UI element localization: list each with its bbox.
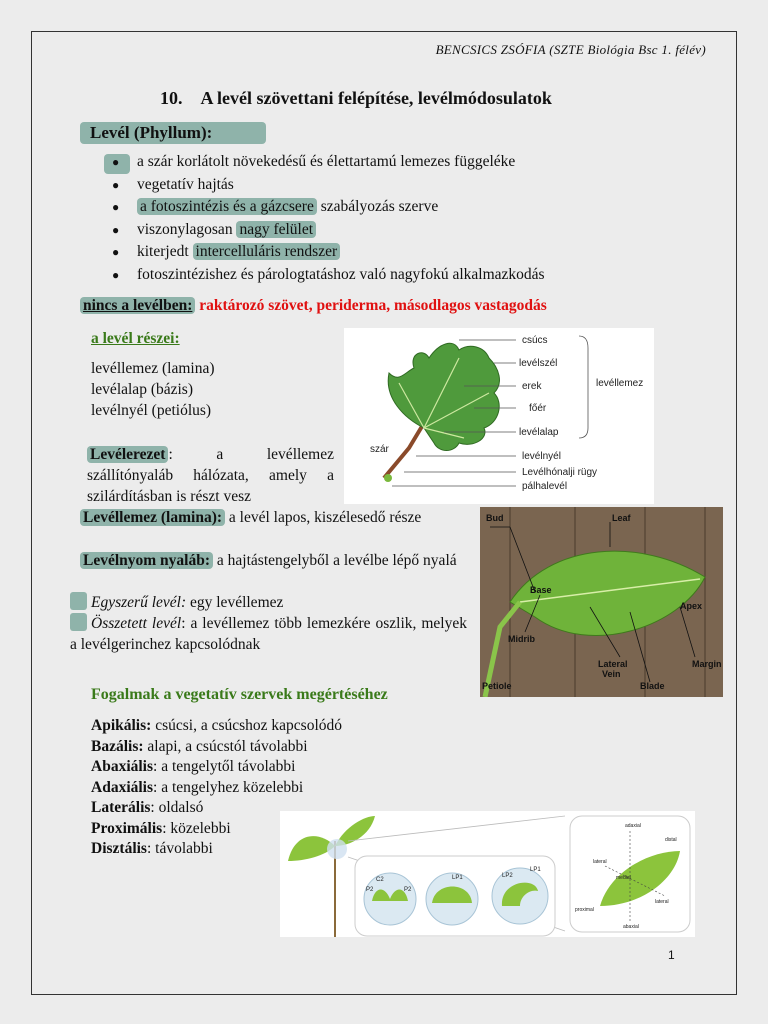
lamina-paragraph: Levéllemez (lamina): a levél lapos, kiszélesedő része [80,507,467,528]
leaf-photo-figure [480,507,723,697]
svg-text:abaxial: abaxial [623,924,639,930]
list-item: levéllemez (lamina) [91,360,215,377]
label-blade: Blade [640,681,665,691]
label-petiole: Petiole [482,681,512,691]
label-levelalap: levélalap [519,427,559,438]
svg-text:lateral: lateral [655,899,669,905]
property-list [110,151,545,287]
label-levellemez: levéllemez [596,378,644,389]
label-leaf: Leaf [612,513,631,523]
page-header [436,42,706,58]
label-levelnyel: levélnyél [522,451,561,462]
highlight-marker [70,592,87,610]
svg-text:LP1: LP1 [452,875,463,881]
leaf-parts-figure [344,328,654,504]
concepts-heading: Fogalmak a vegetatív szervek megértéséhez [91,686,388,703]
leaf-development-figure [280,811,695,937]
label-midrib: Midrib [508,634,535,644]
svg-text:lateral: lateral [593,859,607,865]
list-item: levélalap (bázis) [91,381,193,398]
absent-text: raktározó szövet, periderma, másodlagos vastagodás [195,297,547,314]
svg-text:adaxial: adaxial [625,823,641,829]
label-base: Base [530,585,552,595]
list-item: Apikális: csúcsi, a csúcshoz kapcsolódó [91,717,342,734]
list-item: ● a szár korlátolt növekedésű és élettartamú lemezes függeléke [112,153,516,170]
label-apex: Apex [680,601,703,611]
svg-text:distal: distal [665,837,677,843]
list-item: Adaxiális: a tengelyhez közelebbi [91,778,304,796]
list-item: ● viszonylagosan nagy felület [110,219,545,242]
absent-label: nincs a levélben: [80,297,195,314]
label-palha: pálhalevél [522,481,568,492]
list-item: Bazális: alapi, a csúcstól távolabbi [91,737,308,755]
section-heading: Levél (Phyllum): [80,122,266,144]
svg-text:medial: medial [616,875,631,881]
term: Levéllemez (lamina): [80,509,225,526]
label-bud: Bud [486,513,504,523]
venation-paragraph: Levélerezet : a levéllemez szállítónyaláb hálózata, amely a szilárdításban is részt vesz [87,446,334,505]
header-author: BENCSICS ZSÓFIA [435,42,546,57]
page-title [160,88,552,109]
list-item: Abaxiális: a tengelytől távolabbi [91,758,296,775]
list-item: Disztális: távolabbi [91,840,213,857]
list-item: ● fotoszintézishez és párologtatáshoz való nagyfokú alkalmazkodás [112,265,545,283]
label-erek: erek [522,381,542,392]
label-foer: főér [529,403,547,414]
label-margin: Margin [692,659,722,669]
svg-text:LP2: LP2 [502,873,513,879]
label-lateral: Lateral [598,659,628,669]
title-text: A levél szövettani felépítése, levélmódosulatok [200,88,552,108]
label-vein: Vein [602,669,621,679]
list-item: ● a fotoszintézis és a gázcsere szabályozás szerve [112,198,439,216]
svg-text:C2: C2 [376,877,384,883]
absent-tissues-line [80,297,547,315]
list-item: Laterális: oldalsó [91,799,204,816]
list-item: ● vegetatív hajtás [112,175,234,193]
label-csucs: csúcs [522,335,548,346]
list-item: levélnyél (petiólus) [91,402,212,419]
svg-text:P2: P2 [366,887,374,893]
svg-text:proximal: proximal [575,907,594,913]
label-rugy: Levélhónalji rügy [522,467,598,478]
parts-heading: a levél részei: [91,330,180,347]
list-item: ● kiterjedt intercelluláris rendszer [110,241,545,264]
label-szar: szár [370,444,389,455]
svg-text:P2: P2 [404,887,412,893]
list-item: Proximális: közelebbi [91,819,231,837]
label-levelszel: levélszél [519,358,558,369]
svg-text:LP1: LP1 [530,867,541,873]
highlight-marker [70,613,87,631]
header-course: (SZTE Biológia Bsc 1. félév) [549,42,706,57]
page-number: 1 [668,948,675,962]
term: Levélerezet [87,446,168,463]
title-number: 10. [160,88,183,108]
leaf-types-paragraph: Egyszerű levél: egy levéllemez Összetett levél: a levéllemez több lemezkére oszlik, melyek a levélgerinchez kapcsolódnak [70,594,467,653]
leaf-trace-paragraph: Levélnyom nyaláb: a hajtástengelyből a levélbe lépő nyalá [80,550,467,571]
parts-list [91,358,215,421]
term: Levélnyom nyaláb: [80,552,213,569]
